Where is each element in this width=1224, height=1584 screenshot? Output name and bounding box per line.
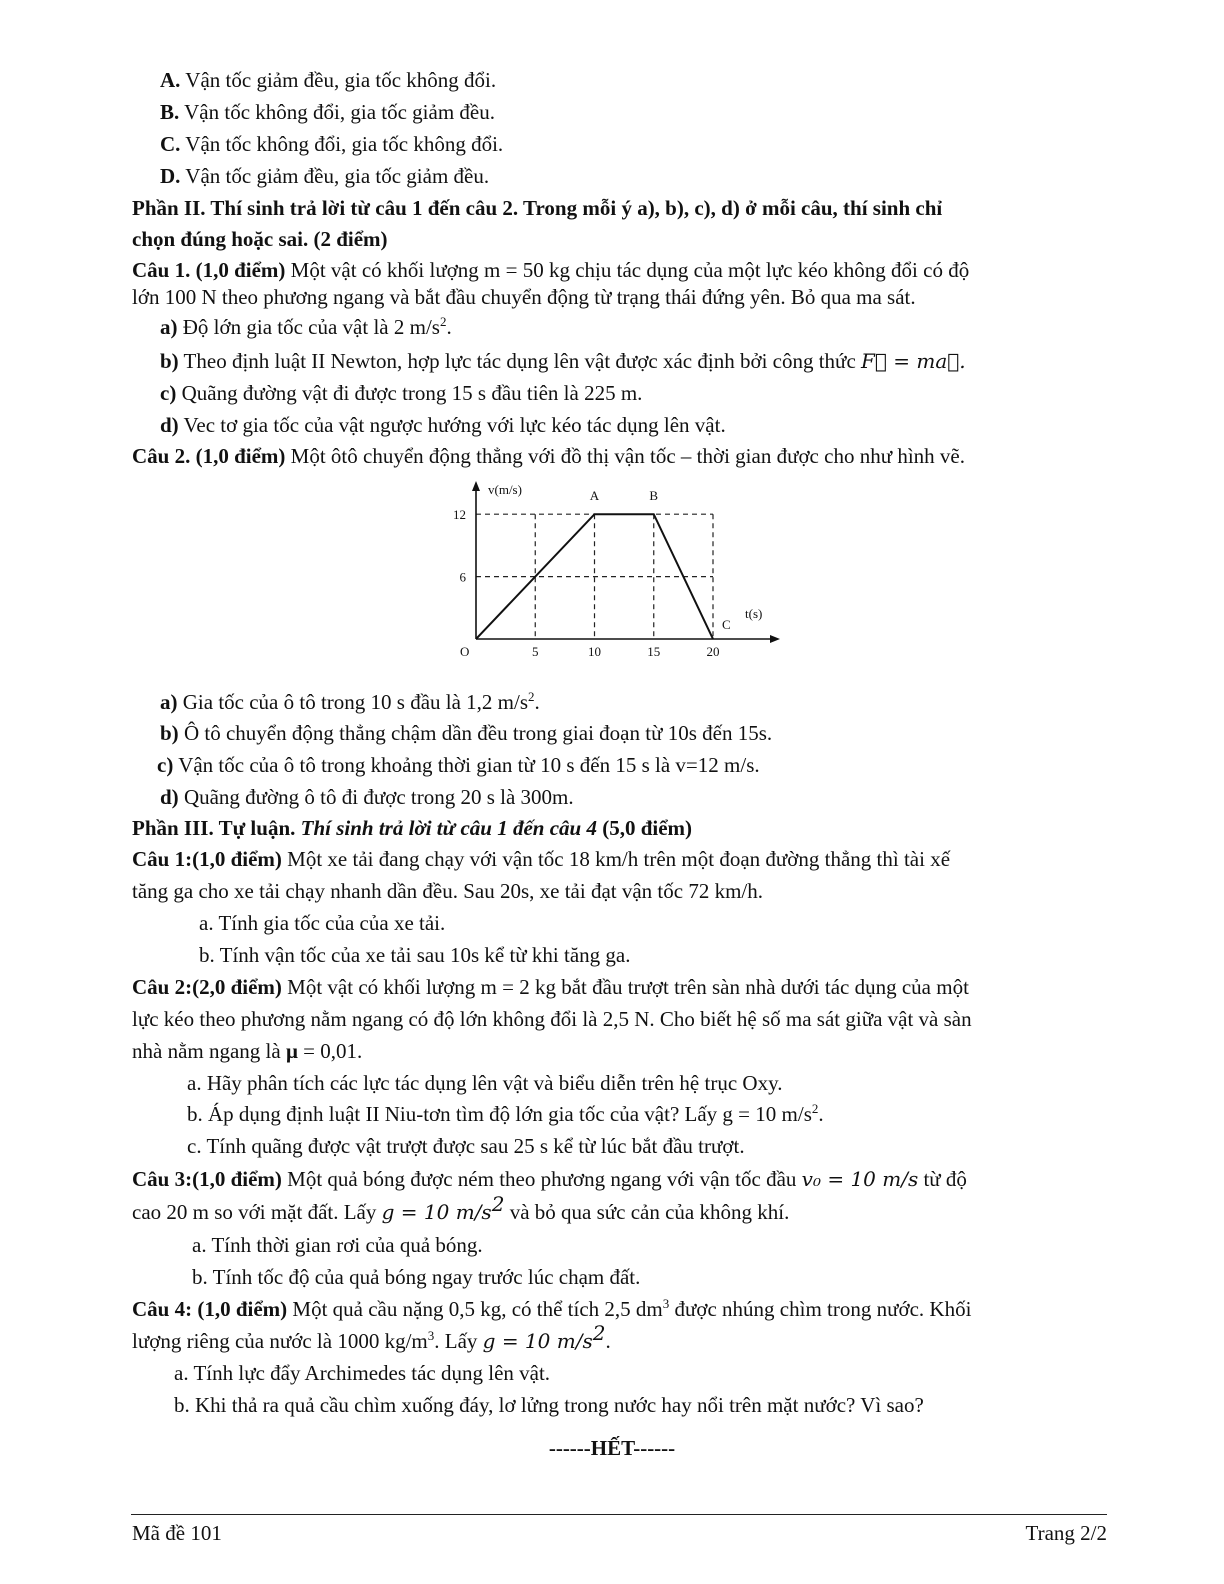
part3-heading-bold: Phần III. Tự luận. [132,816,296,840]
part2-q2-a-sup: 2 [528,689,535,704]
part2-heading-line1: Phần II. Thí sinh trả lời từ câu 1 đến câu 2. Trong mỗi ý a), b), c), d) ở mỗi câu, thí sinh chỉ [132,196,943,220]
x-axis-arrow-icon [770,635,780,643]
footer-exam-code: Mã đề 101 [132,1521,222,1545]
part3-q4-formula: g = 10 m/s [482,1329,593,1353]
part2-q1-c-label: c) [160,381,177,405]
part2-q1-label: Câu 1. (1,0 điểm) [132,258,286,282]
part3-q1-label: Câu 1:(1,0 điểm) [132,847,282,871]
x-tick-label: 15 [647,644,661,659]
part2-q2-line1 [132,443,965,469]
part2-q1-b [160,348,966,374]
part2-q1-text1: Một vật có khối lượng m = 50 kg chịu tác dụng của một lực kéo không đổi có độ [285,258,970,282]
part3-q3-line2-start: cao 20 m so với mặt đất. Lấy [132,1200,382,1224]
part3-q1-a: a. Tính gia tốc của của xe tải. [199,911,446,935]
part3-q3-text1-end: từ độ [918,1167,967,1191]
part2-q2-d [160,784,574,810]
part3-q4-line2-end: . [605,1329,611,1353]
option-c-label: C. [160,132,181,156]
option-a-label: A. [160,68,181,92]
y-tick-label: 12 [453,507,466,523]
part2-q1-a-end: . [446,315,452,339]
part2-q2-b [160,720,772,746]
part3-q2-line3-start: nhà nằm ngang là [132,1039,286,1063]
part3-q4-line2-start: lượng riêng của nước là 1000 kg/m [132,1329,428,1353]
option-b [160,99,495,125]
footer-page-number: Trang 2/2 [1025,1521,1107,1545]
part3-q2-line3 [132,1038,362,1064]
part2-q1-b-text: Theo định luật II Newton, hợp lực tác dụng lên vật được xác định bởi công thức [178,349,862,373]
part3-q2-b-text: b. Áp dụng định luật II Niu-tơn tìm độ lớn gia tốc của vật? Lấy g = 10 m/s [187,1102,812,1126]
part2-q1-d-text: Vec tơ gia tốc của vật ngược hướng với lực kéo tác dụng lên vật. [178,413,726,437]
part3-heading-end: (5,0 điểm) [596,816,693,840]
part3-q2-label: Câu 2:(2,0 điểm) [132,975,282,999]
part2-q2-label: Câu 2. (1,0 điểm) [132,444,286,468]
part3-q3-a: a. Tính thời gian rơi của quả bóng. [192,1233,483,1257]
part3-q4-formula-sup: 2 [592,1321,606,1345]
graph-labels [453,482,762,659]
part2-q1-d [160,412,726,438]
part2-q2-b-text: Ô tô chuyển động thẳng chậm dần đều trong giai đoạn từ 10s đến 15s. [178,721,773,745]
part2-q1-a-text: Độ lớn gia tốc của vật là 2 m/s [177,315,440,339]
end-mark: ------HẾT------ [548,1436,676,1460]
part2-q2-a-end: . [534,690,540,714]
part2-q1-c-text: Quãng đường vật đi được trong 15 s đầu tiên là 225 m. [176,381,643,405]
part3-heading [132,815,692,841]
part3-q3-line2-end: và bỏ qua sức cản của không khí. [504,1200,790,1224]
x-tick-label: 5 [532,644,539,659]
part3-q3-line2 [132,1192,790,1225]
part2-q2-a [160,689,540,715]
x-tick-label: 20 [706,644,720,659]
part2-q2-c-text: Vận tốc của ô tô trong khoảng thời gian từ 10 s đến 15 s là v=12 m/s. [173,753,760,777]
part2-q1-a-sup: 2 [439,314,447,329]
option-b-text: Vận tốc không đổi, gia tốc giảm đều. [184,100,495,124]
part3-q2-text1: Một vật có khối lượng m = 2 kg bắt đầu trượt trên sàn nhà dưới tác dụng của một [281,975,969,999]
part3-q2-b-end: . [818,1102,824,1126]
part3-q3-formula2-sup: 2 [491,1192,505,1216]
part3-q2-line3-end: = 0,01. [297,1039,363,1063]
part3-q2-line1 [132,974,969,1000]
part3-q4-b: b. Khi thả ra quả cầu chìm xuống đáy, lơ lửng trong nước hay nổi trên mặt nước? Vì sao? [174,1393,924,1417]
part2-q1-line1 [132,257,969,283]
part2-q2-c-label: c) [157,753,174,777]
part3-q4-text1-end: được nhúng chìm trong nước. Khối [669,1297,972,1321]
part2-q1-b-formula: F⃗ = ma⃗. [861,349,966,373]
part3-heading-italic: Thí sinh trả lời từ câu 1 đến câu 4 [295,816,597,840]
part2-q1-b-label: b) [160,349,179,373]
part3-q4-sup2: 3 [427,1328,435,1343]
point-label-b: B [649,488,659,504]
part3-q3-formula2: g = 10 m/s [381,1200,492,1224]
part2-q1-c [160,380,642,406]
part3-q4-line2-mid: . Lấy [434,1329,483,1353]
part3-q1-line2: tăng ga cho xe tải chạy nhanh dần đều. Sau 20s, xe tải đạt vận tốc 72 km/h. [132,879,763,903]
velocity-time-graph [440,474,790,664]
part3-q2-c: c. Tính quãng được vật trượt được sau 25 s kể từ lúc bắt đầu trượt. [187,1134,745,1158]
option-a [160,67,496,93]
x-axis-label: t(s) [745,606,763,621]
part2-q1-a-label: a) [160,315,178,339]
option-c-text: Vận tốc không đổi, gia tốc không đổi. [185,132,504,156]
graph-axes [472,481,780,643]
option-a-text: Vận tốc giảm đều, gia tốc không đổi. [185,68,497,92]
y-axis-label: v(m/s) [488,482,522,497]
y-tick-label: 6 [459,569,466,585]
part2-q2-d-text: Quãng đường ô tô đi được trong 20 s là 300m. [178,785,574,809]
part3-q2-line2: lực kéo theo phương nằm ngang có độ lớn không đổi là 2,5 N. Cho biết hệ số ma sát giữa vật và sàn [132,1007,972,1031]
part3-q3-text1: Một quả bóng được ném theo phương ngang với vận tốc đầu [281,1167,802,1191]
part2-q1-a [160,314,452,340]
part3-q1-line1 [132,846,950,872]
origin-label: O [460,644,470,659]
part2-q2-a-text: Gia tốc của ô tô trong 10 s đầu là 1,2 m/s [177,690,529,714]
part2-q2-d-label: d) [160,785,179,809]
part3-q4-sup1: 3 [662,1296,670,1311]
part3-q3-line1 [132,1166,967,1192]
footer-rule [131,1514,1107,1515]
part3-q3-b: b. Tính tốc độ của quả bóng ngay trước lúc chạm đất. [192,1265,641,1289]
part2-q1-line2: lớn 100 N theo phương ngang và bắt đầu chuyển động từ trạng thái đứng yên. Bỏ qua ma sát. [132,285,916,309]
point-label-a: A [589,488,600,504]
part3-q4-a: a. Tính lực đẩy Archimedes tác dụng lên vật. [174,1361,551,1385]
part3-q2-b-sup: 2 [811,1101,819,1116]
x-tick-label: 10 [588,644,601,659]
option-d-label: D. [160,164,181,188]
part3-q1-text1: Một xe tải đang chạy với vận tốc 18 km/h trên một đoạn đường thẳng thì tài xế [281,847,951,871]
option-b-label: B. [160,100,180,124]
part3-q2-b [187,1101,824,1127]
y-axis-arrow-icon [472,481,480,491]
part3-q3-label: Câu 3:(1,0 điểm) [132,1167,282,1191]
option-d [160,163,489,189]
part3-q3-formula1: v₀ = 10 m/s [801,1167,919,1191]
option-d-text: Vận tốc giảm đều, gia tốc giảm đều. [185,164,490,188]
point-label-c: C [722,617,731,632]
part3-q4-label: Câu 4: (1,0 điểm) [132,1297,288,1321]
part2-heading-line2: chọn đúng hoặc sai. (2 điểm) [132,227,388,251]
part2-q2-c [157,752,760,778]
option-c [160,131,503,157]
part3-q4-line2 [132,1321,611,1354]
part2-q1-d-label: d) [160,413,179,437]
part3-q4-text1: Một quả cầu nặng 0,5 kg, có thể tích 2,5 dm [287,1297,663,1321]
part2-q2-a-label: a) [160,690,178,714]
part2-q2-b-label: b) [160,721,179,745]
part3-q2-a: a. Hãy phân tích các lực tác dụng lên vật và biểu diễn trên hệ trục Oxy. [187,1071,783,1095]
part3-q4-line1 [132,1296,971,1322]
graph-grid [476,514,713,639]
part3-q1-b: b. Tính vận tốc của xe tải sau 10s kể từ khi tăng ga. [199,943,631,967]
part2-q2-text1: Một ôtô chuyển động thẳng với đồ thị vận tốc – thời gian được cho như hình vẽ. [285,444,965,468]
mu-symbol: μ [285,1039,298,1063]
